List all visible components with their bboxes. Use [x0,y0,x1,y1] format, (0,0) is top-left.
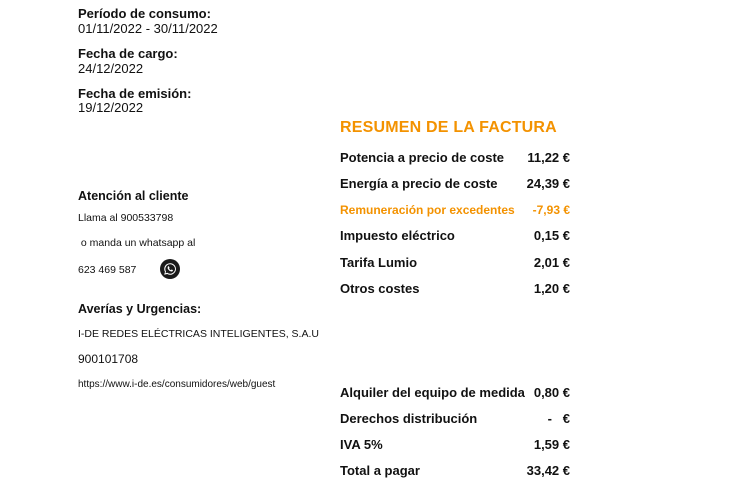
summary-row-value: 2,01 € [533,255,570,270]
emision-label: Fecha de emisión: [78,86,192,101]
summary-row-value: 0,15 € [533,228,570,243]
summary-row-label: Otros costes [340,281,420,296]
periodo-label: Período de consumo: [78,6,211,21]
breakdowns-title: Averías y Urgencias: [78,302,202,316]
summary-row-value: - € [547,411,570,426]
cargo-label: Fecha de cargo: [78,46,178,61]
whatsapp-number: 623 469 587 [78,264,137,276]
breakdowns-phone: 900101708 [78,352,139,366]
total-label: Total a pagar [340,463,420,478]
summary-row-value-excedentes: -7,93 € [532,203,570,217]
emision-value: 19/12/2022 [78,100,144,115]
periodo-value: 01/11/2022 - 30/11/2022 [78,21,218,36]
summary-row-value: 11,22 € [527,150,570,165]
summary-row-label: Tarifa Lumio [340,255,418,270]
customer-service-whatsapp-text: o manda un whatsapp al [78,237,196,249]
summary-row-label: Energía a precio de coste [340,176,498,191]
summary-row-label: Impuesto eléctrico [340,228,455,243]
breakdowns-url[interactable]: https://www.i-de.es/consumidores/web/guest [78,379,276,390]
summary-row-label-excedentes: Remuneración por excedentes [340,203,515,217]
customer-service-call: Llama al 900533798 [78,212,174,224]
summary-title: RESUMEN DE LA FACTURA [340,119,557,136]
summary-row-value: 1,20 € [533,281,570,296]
cargo-value: 24/12/2022 [78,61,144,76]
total-value: 33,42 € [526,463,570,478]
summary-row-label: Alquiler del equipo de medida [340,385,525,400]
whatsapp-icon[interactable] [160,259,180,284]
summary-row-label: IVA 5% [340,437,383,452]
summary-row-label: Derechos distribución [340,411,478,426]
summary-row-value: 1,59 € [533,437,570,452]
breakdowns-company: I-DE REDES ELÉCTRICAS INTELIGENTES, S.A.U [78,328,319,340]
summary-row-value: 24,39 € [526,176,570,191]
summary-row-value: 0,80 € [533,385,570,400]
customer-service-title: Atención al cliente [78,189,189,203]
summary-row-label: Potencia a precio de coste [340,150,505,165]
